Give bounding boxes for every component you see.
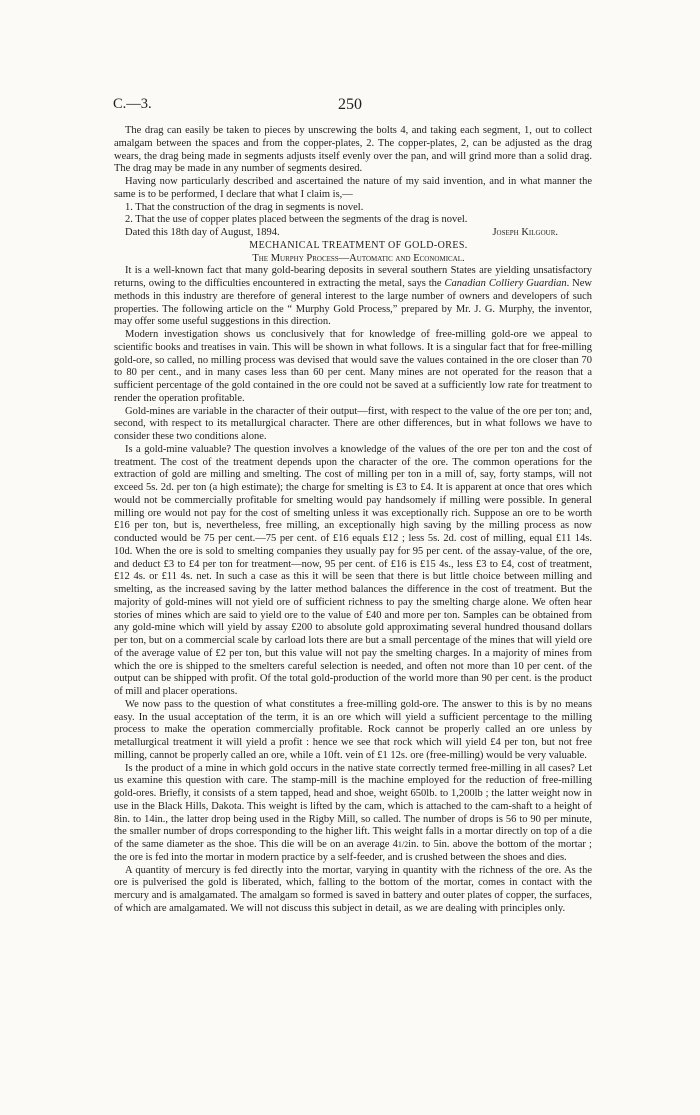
publication-name: Canadian Colliery Guardian [444, 278, 567, 289]
paragraph-modern-investigation: Modern investigation shows us conclusively that for knowledge of free-milling gold-ore we appeal to scientific books and treatises in vain. This will be shown in what follows. It is a singular fact that for free-milling gold-ore, so called, no milling process was devised that would save the values contained in the ore closer than 70 to 80 per cent., and in many cases less than 60 per cent. Many mines are not operated for the reason that a sufficient percentage of the gold contained in the ore could not be saved at a sufficiently low rate for treatment to render the operation profitable. [114, 329, 592, 404]
fraction: 1/2 [397, 840, 409, 849]
document-body [114, 125, 592, 916]
paragraph-intro [114, 265, 592, 329]
signature: Joseph Kilgour. [492, 227, 558, 238]
page-number: 250 [338, 96, 362, 113]
intro-text-b: . New methods in this industry are therefore of general interest to the large number of owners and developers of such properties. The following article on the “ Murphy Gold Process,” prepared by Mr. J. G. Murphy, the inventor, may offer some useful suggestions in this direction. [114, 278, 592, 328]
article-subtitle: The Murphy Process—Automatic and Economical. [252, 252, 465, 264]
stamp-mill-text-a: Is the product of a mine in which gold occurs in the native state correctly termed free-milling in all cases? Let us examine this question with care. The stamp-mill is the machine employed for the reduction of free-milling gold-ores. Briefly, it consists of a stem tapped, head and shoe, weight 650lb. to 1,200lb ; the latter weight now in use in the Black Hills, Dakota. This weight is lifted by the cam, which is attached to the cam-shaft to a height of 8in. to 14in., the latter drop being used in the Rigby Mill, so called. The number of drops is 56 to 90 per minute, the smaller number of drops corresponding to the higher lift. This weight falls in a mortar directly on top of a die of the same diameter as the shoe. This die will be on an average 4 [114, 762, 592, 850]
paragraph-claim-intro: Having now particularly described and ascertained the nature of my said invention, and in what manner the same is to be performed, I declare that what I claim is,— [114, 176, 592, 200]
page-header [113, 96, 593, 116]
paragraph-mercury: A quantity of mercury is fed directly into the mortar, varying in quantity with the richness of the ore. As the ore is pulverised the gold is liberated, which, falling to the bottom of the mortar, comes in contact with the mercury and is amalgamated. The amalgam so formed is saved in battery and outer plates of copper, the surfaces, of which are amalgamated. We will not discuss this subject in detail, as we are dealing with principles only. [114, 864, 592, 914]
dated-signature-row [114, 227, 592, 240]
paragraph-free-milling-ore: We now pass to the question of what constitutes a free-milling gold-ore. The answer to this is by no means easy. In the usual acceptation of the term, it is an ore which will yield a sufficient percentage to the milling process to make the operation commercially profitable. Rock cannot be properly called an ore unless by metallurgical treatment it will yield a profit : hence we see that rock which will yield £4 per ton, but not free milling, cannot be properly called an ore, while a 10ft. vein of £1 12s. ore (free-milling) would be very valuable. [114, 698, 592, 761]
paragraph-drag-description: The drag can easily be taken to pieces by unscrewing the bolts 4, and taking each segment, 1, out to collect amalgam between the spaces and from the copper-plates, 2. The copper-plates, 2, can be adjusted as the drag wears, the drag being made in segments adjusts itself evenly over the pan, and will grind more than a solid drag. The drag may be made in any number of segments desired. [114, 125, 592, 175]
date-line: Dated this 18th day of August, 1894. [125, 227, 280, 238]
claim-2: 2. That the use of copper plates placed between the segments of the drag is novel. [125, 214, 468, 226]
paragraph-gold-mines-variable: Gold-mines are variable in the character of their output—first, with respect to the value of the ore per ton; and, second, with respect to its metallurgical character. There are other differences, but in what follows we have to consider these two conditions alone. [114, 405, 592, 442]
intro-text-a: It is a well-known fact that many gold-bearing deposits in several southern States are yielding unsatisfactory returns, owing to the difficulties encountered in extracting the metal, says the [114, 265, 592, 289]
section-label: C.—3. [113, 96, 152, 112]
paragraph-mine-valuable: Is a gold-mine valuable? The question involves a knowledge of the values of the ore per ton and the cost of treatment. The cost of the treatment depends upon the character of the ore. The common operations for the extraction of gold are milling and smelting. The cost of milling per ton in a mill of, say, forty stamps, will not exceed 5s. 2d. per ton (a high estimate); the charge for smelting is £3 to £4. It is apparent at once that ores which would not be commercially profitable for smelting would pay handsomely if milling were possible. In general milling ore would not pay for the cost of smelting unless it was exceptionally rich. Suppose an ore to be worth £16 per ton, but is, nevertheless, free milling, an exceptionally high saving by the milling process as now conducted would be 75 per cent.—75 per cent. of £16 equals £12 ; less 5s. 2d. cost of milling, equal £11 14s. 10d. When the ore is sold to smelting companies they usually pay for 95 per cent. of the assay-value, of the ore, and deduct £3 to £4 per ton for treatment—now, 95 per cent. of £16 is £15 4s., less £3 to £4, cost of treatment, £12 4s. or £11 4s. net. In such a case as this it will be seen that there is but little choice between milling and smelting, as the increased saving by the latter method balances the difference in the cost of treatment. But the majority of gold-mines will not yield ore of sufficient richness to pay the smelting charge alone. We often hear stories of mines which are said to yield ore to the value of £40 and more per ton. Samples can be obtained from any gold-mine which will yield by assay £200 to absolute gold approximating several hundred thousand dollars per ton, but on a commercial scale by carload lots there are but a small percentage of the mines that will yield ore of the average value of £2 per ton, but this value will not pay the smelting charges. In a majority of mines from which the ore is shipped to the smelters careful selection is needed, and often not more than 10 per cent. of the output can be shipped with profit. Of the total gold-production of the world more than 90 per cent. is the product of mill and placer operations. [114, 443, 592, 697]
stamp-mill-text-b: in. to 5in. above the bottom of the mortar ; the ore is fed into the mortar in modern practice by a self-feeder, and is crushed between the shoes and dies. [114, 839, 592, 863]
paragraph-stamp-mill [114, 763, 592, 865]
claim-1: 1. That the construction of the drag in segments is novel. [125, 201, 364, 213]
article-title: MECHANICAL TREATMENT OF GOLD-ORES. [249, 239, 468, 251]
